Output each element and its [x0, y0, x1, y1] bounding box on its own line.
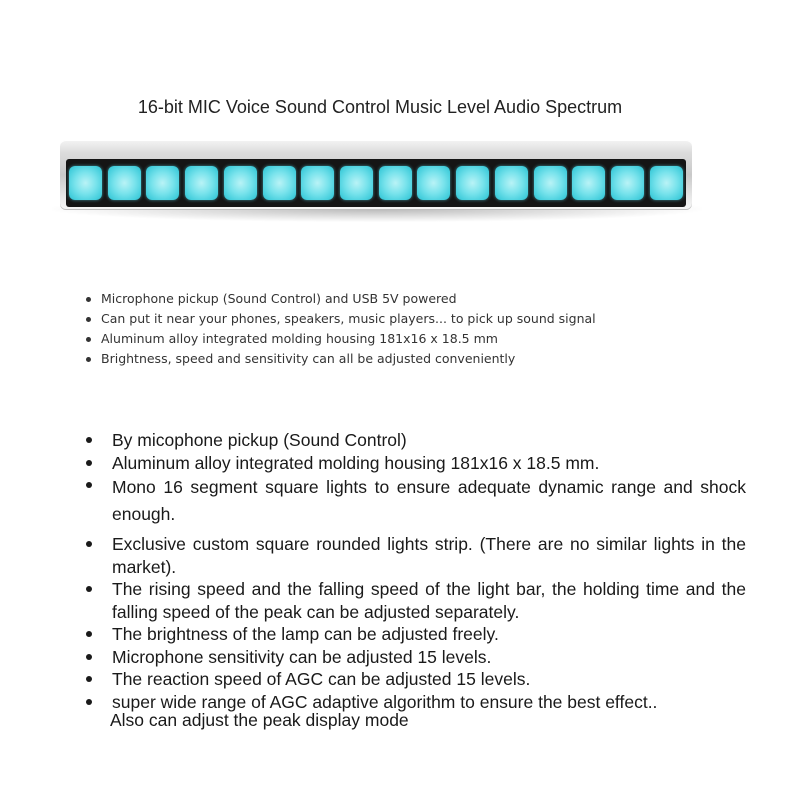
light-segment	[69, 166, 102, 200]
light-segment	[572, 166, 605, 200]
light-segment	[534, 166, 567, 200]
light-segment	[108, 166, 141, 200]
list-item: The rising speed and the falling speed of the light bar, the holding time and the falling speed of the peak can be adjusted separately.	[84, 578, 746, 623]
light-segment	[379, 166, 412, 200]
light-segment	[650, 166, 683, 200]
light-segment	[417, 166, 450, 200]
list-item: Brightness, speed and sensitivity can all be adjusted conveniently	[83, 349, 723, 369]
feature-list-short	[83, 289, 723, 369]
list-item: Aluminum alloy integrated molding housing 181x16 x 18.5 mm.	[84, 452, 746, 475]
list-item: Can put it near your phones, speakers, music players... to pick up sound signal	[83, 309, 723, 329]
cut-off-text: Also can adjust the peak display mode	[110, 710, 409, 730]
list-item: The brightness of the lamp can be adjusted freely.	[84, 623, 746, 646]
light-bar-face	[66, 159, 686, 207]
list-item: Microphone sensitivity can be adjusted 15 levels.	[84, 646, 746, 669]
light-segment	[224, 166, 257, 200]
light-segment	[611, 166, 644, 200]
cut-off-text-line	[110, 710, 470, 730]
light-segment	[146, 166, 179, 200]
light-segment	[456, 166, 489, 200]
product-title: 16-bit MIC Voice Sound Control Music Level Audio Spectrum	[137, 97, 623, 117]
light-segment	[495, 166, 528, 200]
list-item: super wide range of AGC adaptive algorithm to ensure the best effect..	[84, 691, 746, 714]
light-segment	[301, 166, 334, 200]
list-item: Mono 16 segment square lights to ensure adequate dynamic range and shock enough.	[84, 474, 746, 528]
list-item: Aluminum alloy integrated molding housing 181x16 x 18.5 mm	[83, 329, 723, 349]
list-item: Exclusive custom square rounded lights strip. (There are no similar lights in the market).	[84, 533, 746, 578]
list-item: The reaction speed of AGC can be adjusted 15 levels.	[84, 668, 746, 691]
light-segment	[263, 166, 296, 200]
list-item: Microphone pickup (Sound Control) and USB 5V powered	[83, 289, 723, 309]
feature-list-long	[84, 429, 746, 713]
light-segment	[340, 166, 373, 200]
light-segment	[185, 166, 218, 200]
list-item: By micophone pickup (Sound Control)	[84, 429, 746, 452]
